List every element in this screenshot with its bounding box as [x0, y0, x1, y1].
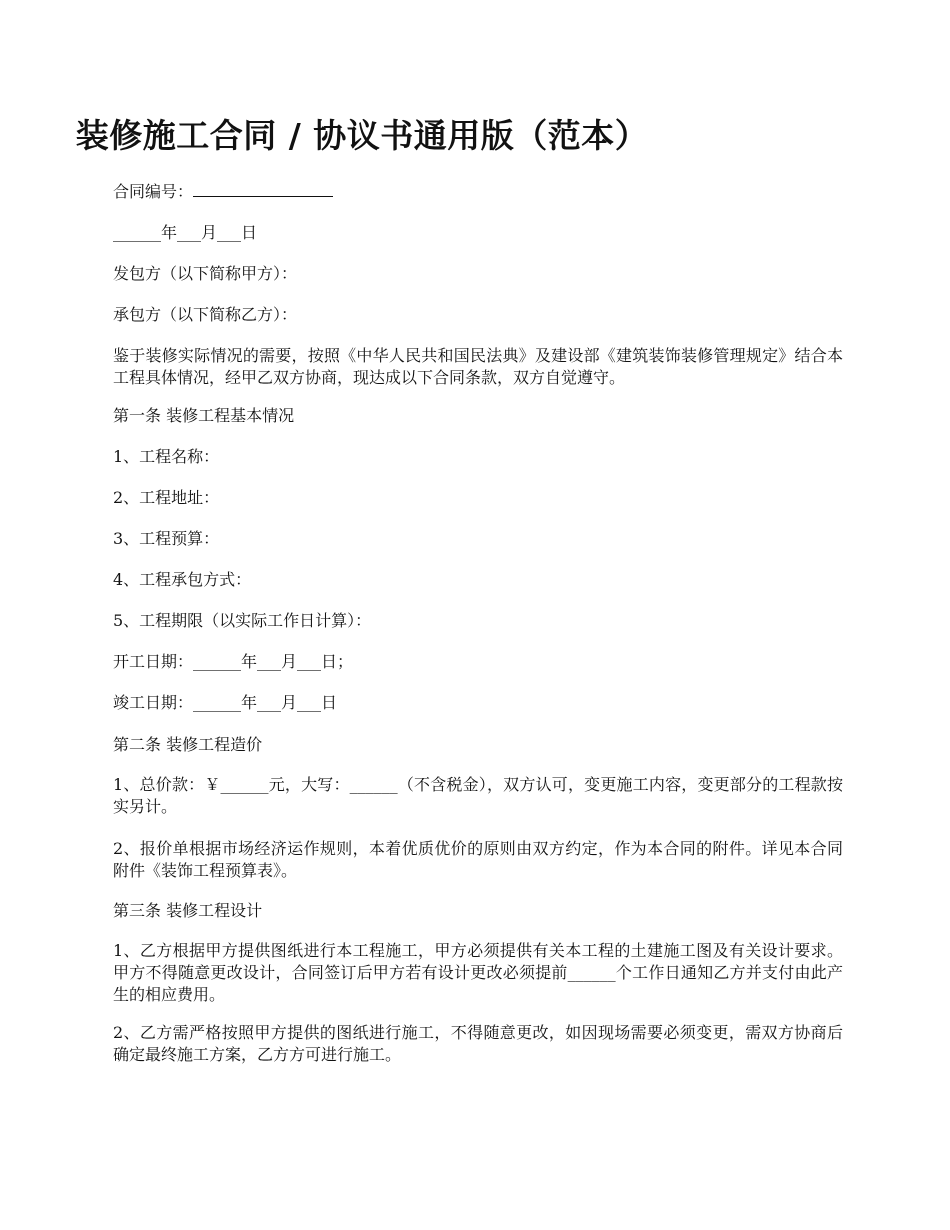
article3-item2: 2、乙方需严格按照甲方提供的图纸进行施工，不得随意更改，如因现场需要必须变更，需双方协商后确定最终施工方案，乙方方可进行施工。 [113, 1023, 843, 1064]
party-a-line: 发包方（以下简称甲方）： [113, 264, 298, 283]
article1-item2: 2、工程地址： [113, 488, 220, 507]
article2-heading: 第二条 装修工程造价 [113, 735, 263, 754]
article2-item1: 1、总价款：￥______元，大写：______（不含税金），双方认可，变更施工内容，变更部分的工程款按实另计。 [113, 775, 843, 816]
date-line: ______年___月___日 [113, 223, 258, 242]
document-title: 装修施工合同 / 协议书通用版（范本） [75, 116, 649, 155]
article3-heading: 第三条 装修工程设计 [113, 901, 263, 920]
article1-item1: 1、工程名称： [113, 447, 220, 466]
article2-item2: 2、报价单根据市场经济运作规则，本着优质优价的原则由双方约定，作为本合同的附件。详见本合同附件《装饰工程预算表》。 [113, 839, 843, 880]
article1-item5: 5、工程期限（以实际工作日计算）： [113, 611, 372, 630]
end-date-line: 竣工日期：______年___月___日 [113, 693, 338, 712]
party-b-line: 承包方（以下简称乙方）： [113, 305, 298, 324]
article1-item4: 4、工程承包方式： [113, 570, 252, 589]
article3-item1: 1、乙方根据甲方提供图纸进行本工程施工，甲方必须提供有关本工程的土建施工图及有关设计要求。甲方不得随意更改设计，合同签订后甲方若有设计更改必须提前______个工作日通知乙方并支付由此产生的相应费用。 [113, 941, 843, 1004]
contract-number-label: 合同编号： [113, 182, 194, 201]
start-date-line: 开工日期：______年___月___日； [113, 652, 354, 671]
article1-heading: 第一条 装修工程基本情况 [113, 406, 295, 425]
contract-number-blank [193, 180, 333, 197]
contract-number-line [113, 180, 843, 203]
article1-item3: 3、工程预算： [113, 529, 220, 548]
preamble-paragraph: 鉴于装修实际情况的需要，按照《中华人民共和国民法典》及建设部《建筑装饰装修管理规定》结合本工程具体情况，经甲乙双方协商，现达成以下合同条款，双方自觉遵守。 [113, 346, 843, 387]
